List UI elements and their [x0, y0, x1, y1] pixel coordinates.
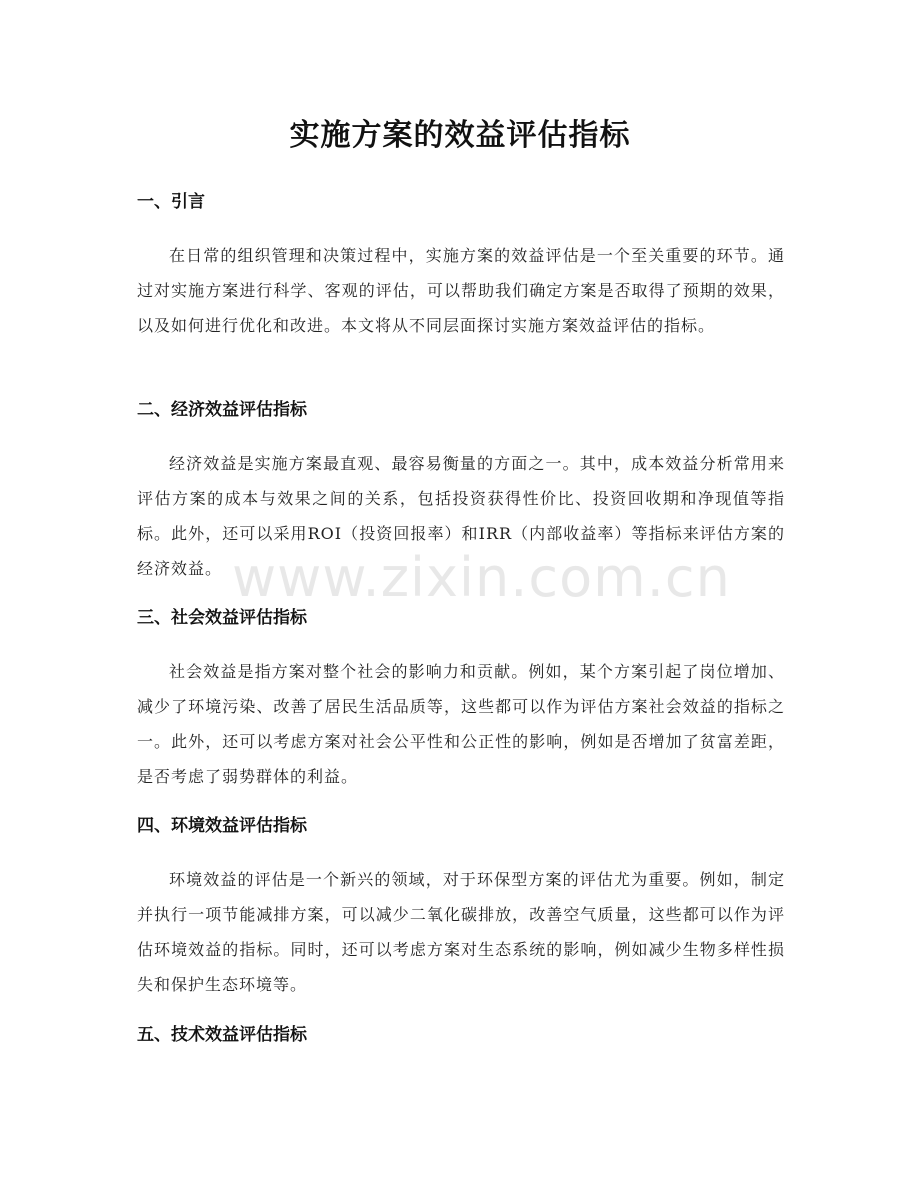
section-technical-benefit	[137, 1023, 785, 1071]
section-social-benefit	[137, 606, 785, 794]
section-paragraph: 社会效益是指方案对整个社会的影响力和贡献。例如，某个方案引起了岗位增加、减少了环境污染、改善了居民生活品质等，这些都可以作为评估方案社会效益的指标之一。此外，还可以考虑方案对社会公平性和公正性的影响，例如是否增加了贫富差距，是否考虑了弱势群体的利益。	[137, 662, 785, 786]
section-heading: 二、经济效益评估指标	[137, 400, 307, 420]
section-paragraph: 环境效益的评估是一个新兴的领域，对于环保型方案的评估尤为重要。例如，制定并执行一项节能减排方案，可以减少二氧化碳排放，改善空气质量，这些都可以作为评估环境效益的指标。同时，还可以考虑方案对生态系统的影响，例如减少生物多样性损失和保护生态环境等。	[137, 870, 785, 994]
section-introduction	[137, 190, 785, 343]
section-heading: 一、引言	[137, 192, 205, 212]
section-paragraph: 在日常的组织管理和决策过程中，实施方案的效益评估是一个至关重要的环节。通过对实施方案进行科学、客观的评估，可以帮助我们确定方案是否取得了预期的效果，以及如何进行优化和改进。本文将从不同层面探讨实施方案效益评估的指标。	[137, 246, 785, 335]
document-title: 实施方案的效益评估指标	[289, 118, 631, 153]
section-economic-benefit	[137, 398, 785, 586]
section-paragraph: 经济效益是实施方案最直观、最容易衡量的方面之一。其中，成本效益分析常用来评估方案的成本与效果之间的关系，包括投资获得性价比、投资回收期和净现值等指标。此外，还可以采用ROI（投资回报率）和IRR（内部收益率）等指标来评估方案的经济效益。	[137, 454, 785, 578]
section-environmental-benefit	[137, 814, 785, 1002]
section-heading: 三、社会效益评估指标	[137, 608, 307, 628]
watermark: www.zixin.com.cn	[232, 546, 731, 609]
section-heading: 四、环境效益评估指标	[137, 816, 307, 836]
section-heading: 五、技术效益评估指标	[137, 1025, 307, 1045]
